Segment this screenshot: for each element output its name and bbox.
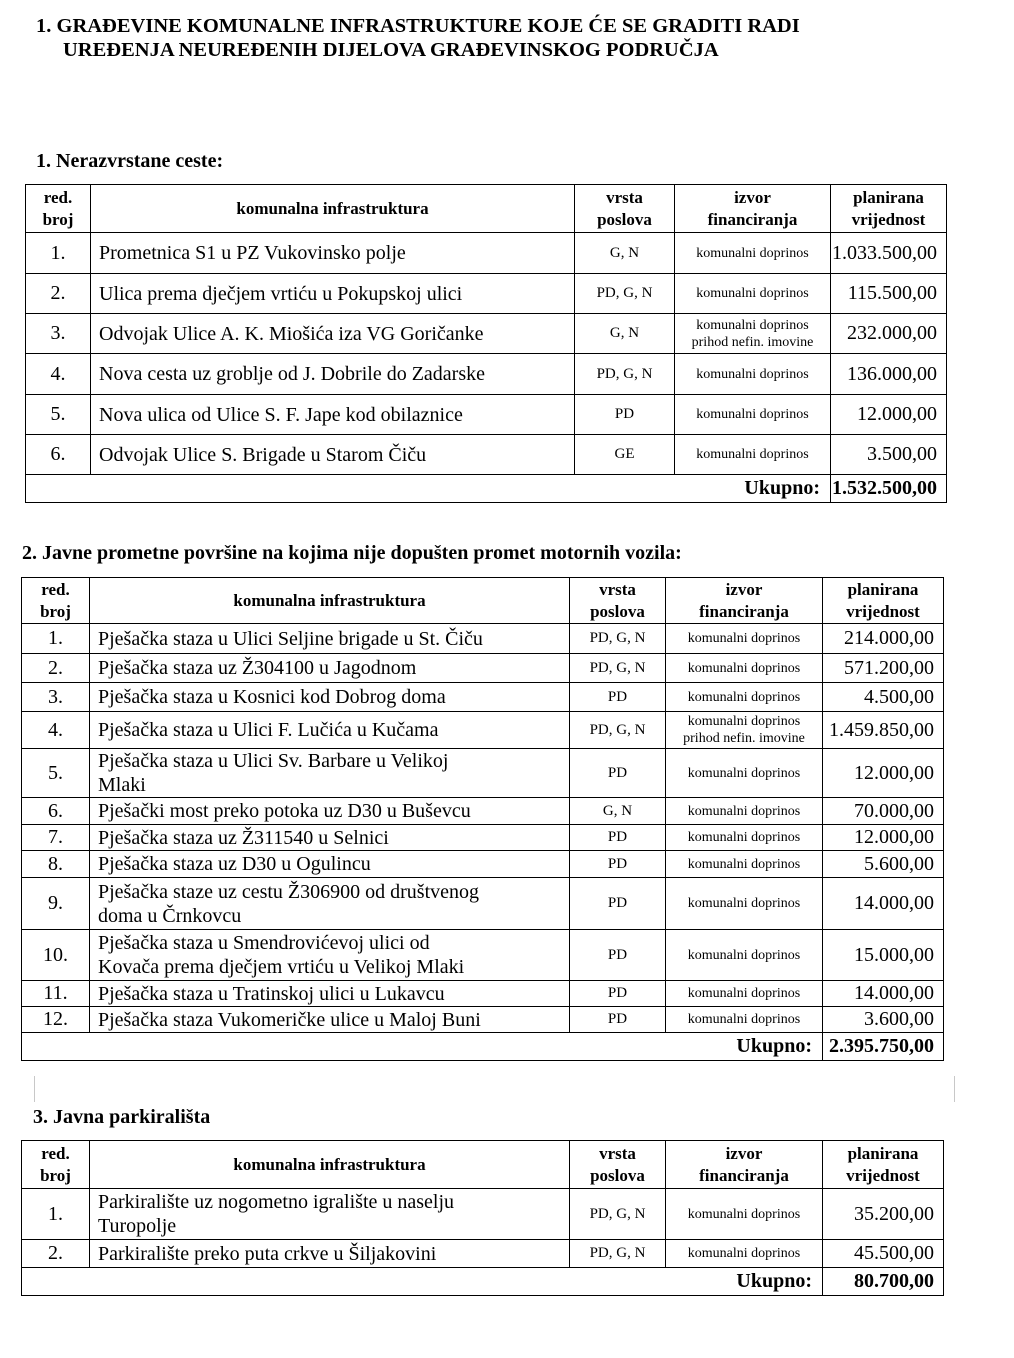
table-row — [22, 878, 944, 930]
row-planirana-vrijednost: 12.000,00 — [823, 749, 944, 798]
row-planirana-vrijednost: 571.200,00 — [823, 654, 944, 683]
row-planirana-vrijednost: 5.600,00 — [823, 851, 944, 878]
row-description — [90, 981, 570, 1007]
table-row — [22, 798, 944, 825]
row-planirana-vrijednost: 1.459.850,00 — [823, 712, 944, 749]
row-izvor-line: komunalni doprinos — [696, 407, 809, 422]
row-vrsta-poslova: G, N — [575, 314, 675, 354]
row-vrsta-poslova: PD, G, N — [570, 712, 666, 749]
table-row — [22, 683, 944, 712]
row-planirana-vrijednost: 214.000,00 — [823, 624, 944, 654]
row-izvor-line: komunalni doprinos — [687, 896, 801, 911]
table-row — [26, 395, 947, 435]
row-planirana-vrijednost: 136.000,00 — [831, 354, 947, 395]
row-vrsta-poslova: G, N — [575, 233, 675, 274]
total-label: Ukupno: — [22, 1268, 823, 1296]
row-izvor-financiranja — [666, 1007, 823, 1033]
row-izvor-financiranja — [675, 354, 831, 395]
total-row — [26, 475, 947, 503]
row-planirana-vrijednost: 35.200,00 — [823, 1189, 944, 1240]
row-izvor-line: komunalni doprinos — [696, 245, 809, 261]
row-number: 2. — [22, 1240, 90, 1268]
row-description-line: Pješačka staza u Ulici Seljine brigade u St. Čiču — [98, 627, 483, 650]
row-vrsta-poslova: PD — [570, 930, 666, 981]
row-number: 11. — [22, 981, 90, 1007]
row-izvor-line: komunalni doprinos — [696, 317, 809, 333]
total-label: Ukupno: — [22, 1033, 823, 1061]
row-description-line: Pješačka staza u Ulici F. Lučića u Kučama — [98, 719, 439, 741]
row-vrsta-poslova: G, N — [570, 798, 666, 825]
row-izvor-financiranja — [666, 798, 823, 825]
row-description-line: Nova ulica od Ulice S. F. Jape kod obilaznice — [99, 403, 463, 426]
table-row — [26, 435, 947, 475]
row-vrsta-poslova: PD — [570, 981, 666, 1007]
page-margin-mark — [34, 1076, 35, 1102]
table-row — [26, 274, 947, 314]
row-description — [90, 930, 570, 981]
section-1-table — [25, 184, 947, 503]
row-planirana-vrijednost: 45.500,00 — [823, 1240, 944, 1268]
document-title-line-1: 1. GRAĐEVINE KOMUNALNE INFRASTRUKTURE KOJE ĆE SE GRADITI RADI — [36, 15, 800, 37]
row-description-line: Kovača prema dječjem vrtiću u Velikoj Mlaki — [98, 956, 465, 978]
row-description-line: Parkiralište uz nogometno igralište u naselju — [98, 1191, 455, 1213]
total-value: 2.395.750,00 — [823, 1033, 944, 1061]
header-izvor-financiranja: izvor financiranja — [666, 1141, 823, 1189]
row-description-line: Mlaki — [98, 774, 146, 796]
row-izvor-financiranja — [675, 435, 831, 475]
row-description-line: Pješačka staza u Smendrovićevoj ulici od — [98, 932, 430, 954]
row-description — [90, 798, 570, 825]
header-red-broj: red. broj — [26, 185, 91, 233]
section-3-table — [21, 1140, 944, 1296]
row-planirana-vrijednost: 115.500,00 — [831, 274, 947, 314]
table-row — [26, 233, 947, 274]
row-vrsta-poslova: PD, G, N — [570, 1189, 666, 1240]
header-vrsta-poslova: vrsta poslova — [570, 1141, 666, 1189]
row-izvor-financiranja — [666, 981, 823, 1007]
row-izvor-line: komunalni doprinos — [687, 660, 801, 676]
table-row — [22, 712, 944, 749]
table-row — [22, 825, 944, 851]
header-komunalna-infrastruktura: komunalna infrastruktura — [90, 578, 570, 624]
row-description-line: Pješačka staza uz Ž304100 u Jagodnom — [98, 657, 417, 679]
row-description-line: Odvojak Ulice S. Brigade u Starom Čiču — [99, 443, 427, 466]
row-description — [91, 354, 575, 395]
row-izvor-line: komunalni doprinos — [696, 366, 809, 382]
section-3-heading: 3. Javna parkirališta — [33, 1106, 211, 1128]
row-description — [91, 314, 575, 354]
row-description-line: Prometnica S1 u PZ Vukovinsko polje — [99, 242, 406, 264]
row-vrsta-poslova: PD, G, N — [575, 354, 675, 395]
row-description — [90, 749, 570, 798]
row-description-line: Turopolje — [98, 1215, 177, 1237]
table-row — [22, 851, 944, 878]
total-value: 1.532.500,00 — [831, 475, 947, 503]
row-izvor-financiranja — [666, 624, 823, 654]
row-number: 12. — [22, 1007, 90, 1033]
header-planirana-vrijednost: planirana vrijednost — [823, 578, 944, 624]
row-description-line: Pješačka staza uz D30 u Ogulincu — [98, 853, 371, 875]
row-planirana-vrijednost: 70.000,00 — [823, 798, 944, 825]
row-izvor-financiranja — [675, 314, 831, 354]
row-vrsta-poslova: PD — [570, 825, 666, 851]
row-number: 1. — [22, 1189, 90, 1240]
row-izvor-line: komunalni doprinos — [687, 714, 801, 729]
row-izvor-financiranja — [666, 1189, 823, 1240]
header-komunalna-infrastruktura: komunalna infrastruktura — [90, 1141, 570, 1189]
row-vrsta-poslova: PD, G, N — [575, 274, 675, 314]
table-row — [22, 1240, 944, 1268]
row-description-line: Pješačka staza u Tratinskoj ulici u Lukavcu — [98, 982, 445, 1005]
header-vrsta-poslova: vrsta poslova — [570, 578, 666, 624]
row-izvor-financiranja — [666, 749, 823, 798]
row-izvor-line: prihod nefin. imovine — [691, 334, 814, 350]
row-planirana-vrijednost: 3.600,00 — [823, 1007, 944, 1033]
row-description — [90, 825, 570, 851]
row-izvor-line: komunalni doprinos — [687, 830, 801, 845]
table-row — [26, 314, 947, 354]
row-number: 6. — [26, 435, 91, 475]
row-vrsta-poslova: PD — [570, 1007, 666, 1033]
row-izvor-line: komunalni doprinos — [687, 689, 801, 705]
row-planirana-vrijednost: 4.500,00 — [823, 683, 944, 712]
row-planirana-vrijednost: 14.000,00 — [823, 878, 944, 930]
row-izvor-financiranja — [675, 233, 831, 274]
row-description — [90, 624, 570, 654]
row-number: 1. — [26, 233, 91, 274]
row-vrsta-poslova: PD, G, N — [570, 654, 666, 683]
row-planirana-vrijednost: 12.000,00 — [831, 395, 947, 435]
row-vrsta-poslova: GE — [575, 435, 675, 475]
table-row — [22, 1189, 944, 1240]
row-izvor-line: prihod nefin. imovine — [683, 731, 805, 746]
header-planirana-vrijednost: planirana vrijednost — [831, 185, 947, 233]
row-planirana-vrijednost: 15.000,00 — [823, 930, 944, 981]
row-izvor-line: komunalni doprinos — [687, 1012, 801, 1027]
row-number: 5. — [22, 749, 90, 798]
row-number: 5. — [26, 395, 91, 435]
row-number: 8. — [22, 851, 90, 878]
header-red-broj: red. broj — [22, 578, 90, 624]
header-komunalna-infrastruktura: komunalna infrastruktura — [91, 185, 575, 233]
row-description-line: Pješačka staze uz cestu Ž306900 od društvenog — [98, 880, 480, 903]
header-vrsta-poslova: vrsta poslova — [575, 185, 675, 233]
row-description — [91, 395, 575, 435]
row-izvor-financiranja — [666, 712, 823, 749]
header-izvor-financiranja: izvor financiranja — [666, 578, 823, 624]
row-izvor-financiranja — [666, 851, 823, 878]
row-description — [90, 683, 570, 712]
table-row — [22, 981, 944, 1007]
total-label: Ukupno: — [26, 475, 831, 503]
row-izvor-line: komunalni doprinos — [687, 1206, 801, 1222]
table-row — [22, 654, 944, 683]
row-description — [90, 1240, 570, 1268]
row-description — [90, 654, 570, 683]
row-description-line: Pješačka staza Vukomeričke ulice u Maloj Buni — [98, 1008, 481, 1031]
row-izvor-financiranja — [666, 1240, 823, 1268]
row-planirana-vrijednost: 14.000,00 — [823, 981, 944, 1007]
row-vrsta-poslova: PD — [575, 395, 675, 435]
total-row — [22, 1033, 944, 1061]
section-2-table — [21, 577, 944, 1061]
row-vrsta-poslova: PD — [570, 851, 666, 878]
table-row — [22, 624, 944, 654]
row-izvor-financiranja — [666, 930, 823, 981]
row-number: 4. — [26, 354, 91, 395]
row-planirana-vrijednost: 12.000,00 — [823, 825, 944, 851]
row-izvor-line: komunalni doprinos — [687, 856, 801, 872]
row-number: 3. — [22, 683, 90, 712]
row-izvor-line: komunalni doprinos — [687, 1246, 801, 1261]
row-vrsta-poslova: PD — [570, 683, 666, 712]
page-margin-mark — [954, 1076, 955, 1102]
row-description — [90, 1007, 570, 1033]
table-row — [22, 749, 944, 798]
row-planirana-vrijednost: 232.000,00 — [831, 314, 947, 354]
row-izvor-financiranja — [666, 878, 823, 930]
header-izvor-financiranja: izvor financiranja — [675, 185, 831, 233]
row-description-line: Odvojak Ulice A. K. Miošića iza VG Goričanke — [99, 322, 484, 345]
row-description-line: Nova cesta uz groblje od J. Dobrile do Zadarske — [99, 363, 485, 385]
row-izvor-line: komunalni doprinos — [687, 947, 801, 963]
row-description-line: Parkiralište preko puta crkve u Šiljakovini — [98, 1242, 437, 1265]
row-description — [91, 435, 575, 475]
document-title — [36, 14, 800, 62]
row-izvor-line: komunalni doprinos — [687, 803, 801, 819]
row-izvor-financiranja — [675, 395, 831, 435]
row-number: 3. — [26, 314, 91, 354]
row-izvor-line: komunalni doprinos — [696, 447, 809, 462]
table-row — [26, 354, 947, 395]
section-2-heading: 2. Javne prometne površine na kojima nije dopušten promet motornih vozila: — [22, 542, 682, 564]
row-izvor-line: komunalni doprinos — [687, 631, 801, 646]
row-description-line: Pješačka staza u Ulici Sv. Barbare u Velikoj — [98, 750, 449, 772]
row-number: 10. — [22, 930, 90, 981]
row-izvor-line: komunalni doprinos — [687, 986, 801, 1001]
row-number: 4. — [22, 712, 90, 749]
table-row — [22, 930, 944, 981]
row-number: 2. — [26, 274, 91, 314]
header-planirana-vrijednost: planirana vrijednost — [823, 1141, 944, 1189]
row-izvor-line: komunalni doprinos — [687, 765, 801, 781]
table-row — [22, 1007, 944, 1033]
section-1-heading: 1. Nerazvrstane ceste: — [36, 150, 224, 172]
header-red-broj: red. broj — [22, 1141, 90, 1189]
row-description — [90, 878, 570, 930]
row-vrsta-poslova: PD — [570, 878, 666, 930]
total-value: 80.700,00 — [823, 1268, 944, 1296]
row-vrsta-poslova: PD — [570, 749, 666, 798]
row-planirana-vrijednost: 3.500,00 — [831, 435, 947, 475]
row-number: 2. — [22, 654, 90, 683]
row-izvor-financiranja — [666, 654, 823, 683]
row-izvor-line: komunalni doprinos — [696, 286, 809, 301]
document-title-line-2: UREĐENJA NEUREĐENIH DIJELOVA GRAĐEVINSKOG PODRUČJA — [63, 39, 719, 61]
row-number: 9. — [22, 878, 90, 930]
row-izvor-financiranja — [666, 825, 823, 851]
row-vrsta-poslova: PD, G, N — [570, 1240, 666, 1268]
row-izvor-financiranja — [666, 683, 823, 712]
row-description — [91, 274, 575, 314]
total-row — [22, 1268, 944, 1296]
row-description — [90, 851, 570, 878]
row-description — [90, 1189, 570, 1240]
row-planirana-vrijednost: 1.033.500,00 — [831, 233, 947, 274]
row-description — [90, 712, 570, 749]
row-description-line: Pješački most preko potoka uz D30 u Buševcu — [98, 800, 471, 822]
row-vrsta-poslova: PD, G, N — [570, 624, 666, 654]
row-number: 1. — [22, 624, 90, 654]
row-description-line: doma u Črnkovcu — [98, 904, 242, 927]
row-izvor-financiranja — [675, 274, 831, 314]
row-number: 6. — [22, 798, 90, 825]
row-description — [91, 233, 575, 274]
row-number: 7. — [22, 825, 90, 851]
row-description-line: Ulica prema dječjem vrtiću u Pokupskoj ulici — [99, 282, 463, 305]
row-description-line: Pješačka staza u Kosnici kod Dobrog doma — [98, 686, 446, 708]
row-description-line: Pješačka staza uz Ž311540 u Selnici — [98, 826, 389, 849]
